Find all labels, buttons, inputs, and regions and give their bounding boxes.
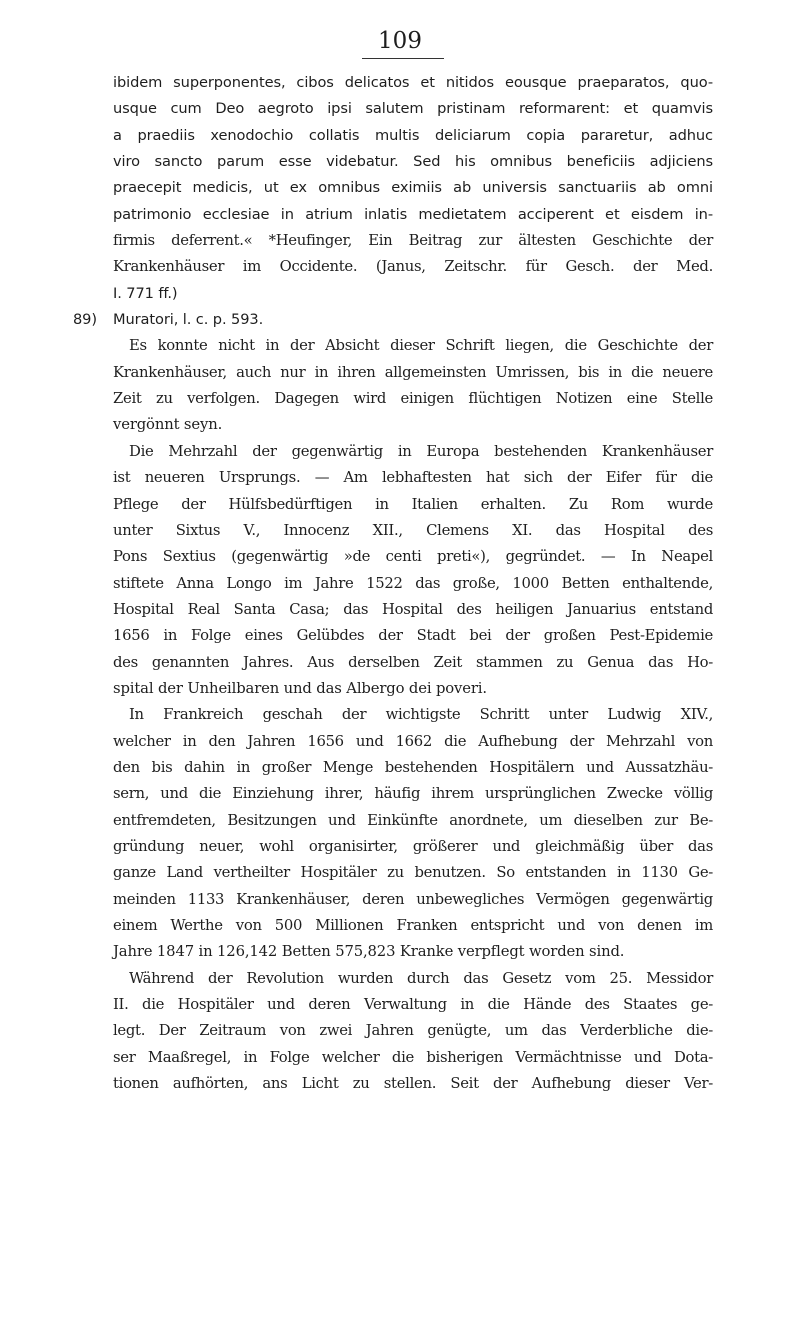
text-line — [113, 887, 713, 913]
text-line-content: Pflege der Hülfsbedürftigen in Italien erhalten. Zu Rom wurde — [113, 495, 713, 513]
footnote-number: 89) — [73, 311, 97, 329]
text-line — [113, 781, 713, 807]
text-line-content: des genannten Jahres. Aus derselben Zeit stammen zu Genua das Ho- — [113, 653, 713, 671]
text-line-content: meinden 1133 Krankenhäuser, deren unbewegliches Vermögen gegenwärtig — [113, 890, 713, 908]
text-line-content: Zeit zu verfolgen. Dagegen wird einigen flüchtigen Notizen eine Stelle — [113, 390, 713, 408]
text-line-content: ibidem superponentes, cibos delicatos et nitidos eousque praeparatos, quo- — [113, 74, 713, 91]
text-line — [113, 597, 713, 623]
text-line — [113, 254, 713, 280]
text-line-content: usque cum Deo aegroto ipsi salutem pristinam reformarent: et quamvis — [113, 100, 713, 118]
text-line-content: stiftete Anna Longo im Jahre 1522 das große, 1000 Betten enthaltende, — [113, 574, 713, 592]
text-line — [113, 412, 713, 438]
text-line — [113, 175, 713, 201]
text-line-content: praecepit medicis, ut ex omnibus eximiis ab universis sanctuariis ab omni — [113, 179, 713, 197]
text-line — [113, 571, 713, 597]
text-line — [113, 360, 713, 386]
text-line-content: I. 771 ff.) — [113, 284, 178, 302]
text-line-content: viro sancto parum esse videbatur. Sed his omnibus beneficiis adjiciens — [113, 153, 713, 171]
text-line-content: den bis dahin in großer Menge bestehenden Hospitälern und Aussatzhäu- — [113, 758, 713, 776]
text-line-content: sern, und die Einziehung ihrer, häufig ihrem ursprünglichen Zwecke völlig — [113, 785, 713, 803]
text-line — [113, 518, 713, 544]
text-line-content: entfremdeten, Besitzungen und Einkünfte anordnete, um dieselben zur Be- — [113, 811, 713, 829]
text-line — [113, 465, 713, 491]
text-line-content: Muratori, l. c. p. 593. — [113, 311, 264, 329]
text-line-content: 1656 in Folge eines Gelübdes der Stadt bei der großen Pest-Epidemie — [113, 627, 713, 645]
text-line — [113, 623, 713, 649]
text-line — [113, 228, 713, 254]
text-line — [113, 992, 713, 1018]
text-line-content: patrimonio ecclesiae in atrium inlatis medietatem acciperent et eisdem in- — [113, 205, 713, 223]
text-line-content: tionen aufhörten, ans Licht zu stellen. Seit der Aufhebung dieser Ver- — [113, 1075, 713, 1093]
text-line — [73, 307, 713, 333]
text-line — [113, 1045, 713, 1071]
text-line — [113, 702, 713, 728]
text-line-content: Es konnte nicht in der Absicht dieser Schrift liegen, die Geschichte der — [129, 337, 713, 355]
text-line — [113, 939, 713, 965]
text-line-content: ganze Land vertheilter Hospitäler zu benutzen. So entstanden in 1130 Ge- — [113, 864, 713, 882]
text-line — [113, 202, 713, 228]
text-line — [113, 1018, 713, 1044]
text-line — [113, 544, 713, 570]
text-line — [113, 149, 713, 175]
text-line-content: legt. Der Zeitraum von zwei Jahren genügte, um das Verderbliche die- — [113, 1022, 713, 1040]
text-line-content: ser Maaßregel, in Folge welcher die bisherigen Vermächtnisse und Dota- — [113, 1048, 713, 1066]
page-number: 109 — [378, 28, 422, 54]
text-line-content: Hospital Real Santa Casa; das Hospital des heiligen Januarius entstand — [113, 600, 713, 618]
text-line — [113, 676, 713, 702]
text-line — [113, 808, 713, 834]
text-line-content: Jahre 1847 in 126,142 Betten 575,823 Kranke verpflegt worden sind. — [113, 943, 625, 961]
text-line — [113, 913, 713, 939]
text-line-content: II. die Hospitäler und deren Verwaltung in die Hände des Staates ge- — [113, 996, 713, 1014]
text-line-content: welcher in den Jahren 1656 und 1662 die Aufhebung der Mehrzahl von — [113, 732, 713, 750]
text-line — [113, 386, 713, 412]
text-line-content: ist neueren Ursprungs. — Am lebhaftesten hat sich der Eifer für die — [113, 469, 713, 487]
text-line — [113, 123, 713, 149]
text-line — [113, 96, 713, 122]
text-line-content: a praediis xenodochio collatis multis deliciarum copia pararetur, adhuc — [113, 126, 713, 144]
text-line — [113, 834, 713, 860]
text-line — [113, 333, 713, 359]
text-line — [113, 492, 713, 518]
text-line — [113, 439, 713, 465]
text-line-content: firmis deferrent.« *Heufinger, Ein Beitrag zur ältesten Geschichte der — [113, 232, 713, 250]
text-line — [113, 650, 713, 676]
text-line-content: einem Werthe von 500 Millionen Franken entspricht und von denen im — [113, 917, 713, 934]
text-line-content: Während der Revolution wurden durch das Gesetz vom 25. Messidor — [129, 969, 713, 987]
text-line — [113, 966, 713, 992]
text-line-content: Pons Sextius (gegenwärtig »de centi preti«), gegründet. — In Neapel — [113, 548, 713, 566]
page-number-rule — [362, 58, 444, 59]
text-line-content: Krankenhäuser, auch nur in ihren allgemeinsten Umrissen, bis in die neuere — [113, 363, 713, 381]
text-line — [113, 281, 713, 307]
text-line-content: spital der Unheilbaren und das Albergo dei poveri. — [113, 679, 487, 697]
text-line — [113, 70, 713, 96]
text-line-content: Krankenhäuser im Occidente. (Janus, Zeitschr. für Gesch. der Med. — [113, 258, 713, 276]
text-line — [113, 860, 713, 886]
body-text — [73, 70, 713, 1097]
text-line-content: vergönnt seyn. — [113, 416, 223, 434]
text-line-content: In Frankreich geschah der wichtigste Schritt unter Ludwig XIV., — [129, 706, 713, 724]
text-line — [113, 755, 713, 781]
text-line-content: gründung neuer, wohl organisirter, größerer und gleichmäßig über das — [113, 837, 713, 855]
text-line-content: unter Sixtus V., Innocenz XII., Clemens XI. das Hospital des — [113, 521, 713, 539]
text-line-content: Die Mehrzahl der gegenwärtig in Europa bestehenden Krankenhäuser — [129, 442, 713, 460]
text-line — [113, 729, 713, 755]
text-line — [113, 1071, 713, 1097]
